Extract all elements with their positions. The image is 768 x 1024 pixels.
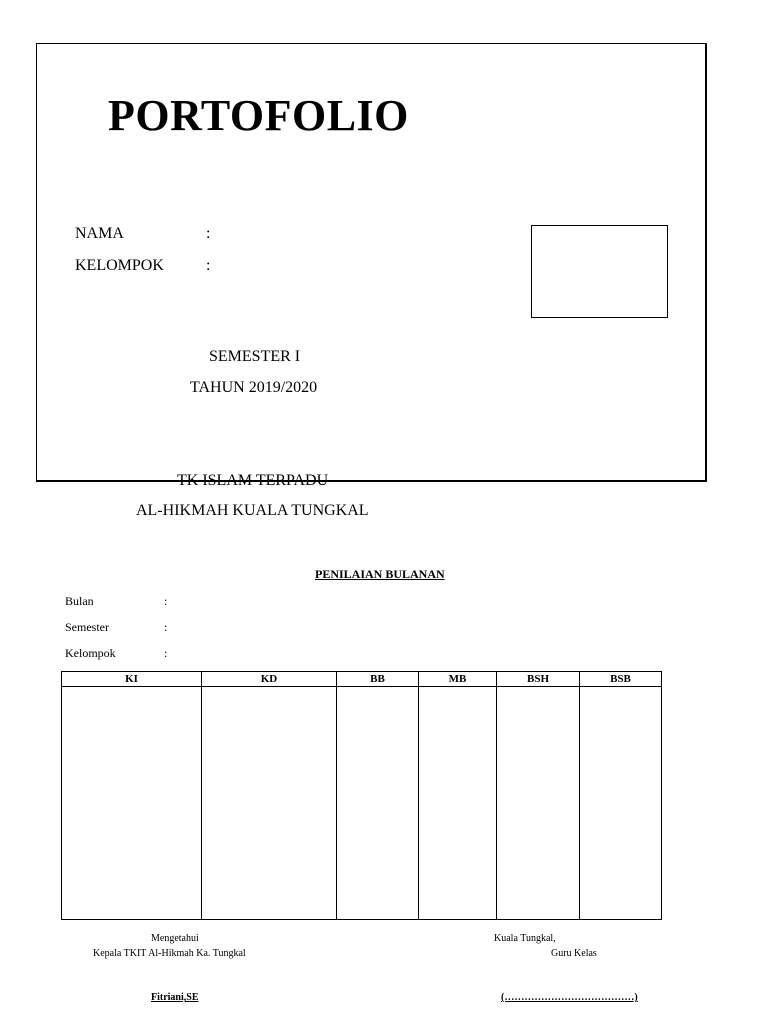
name-label: NAMA (75, 225, 124, 242)
semester-label: Semester (65, 620, 109, 634)
cell-kd (202, 687, 337, 920)
column-header-bsb: BSB (580, 672, 662, 687)
group-separator: : (206, 257, 211, 274)
table-header-row (62, 672, 662, 687)
assessment-table (61, 671, 662, 920)
semester-separator: : (164, 620, 168, 634)
group-field-separator: : (164, 646, 168, 660)
school-name-line1: TK ISLAM TERPADU (177, 472, 329, 489)
year-text: TAHUN 2019/2020 (190, 379, 318, 396)
cell-bsh (497, 687, 580, 920)
group-field-label: Kelompok (65, 646, 116, 660)
column-header-ki: KI (62, 672, 202, 687)
column-header-bb: BB (337, 672, 419, 687)
column-header-mb: MB (419, 672, 497, 687)
teacher-signature-line: (…………………………………) (501, 992, 638, 1003)
school-name-line2: AL-HIKMAH KUALA TUNGKAL (136, 502, 369, 519)
column-header-bsh: BSH (497, 672, 580, 687)
month-separator: : (164, 594, 168, 608)
table-row (62, 687, 662, 920)
month-label: Bulan (65, 594, 94, 608)
assessment-title: PENILAIAN BULANAN (315, 567, 445, 581)
cell-bsb (580, 687, 662, 920)
cell-ki (62, 687, 202, 920)
group-label: KELOMPOK (75, 257, 164, 274)
cell-bb (337, 687, 419, 920)
place-date-label: Kuala Tungkal, (494, 933, 556, 944)
acknowledged-label: Mengetahui (151, 933, 199, 944)
column-header-kd: KD (202, 672, 337, 687)
name-separator: : (206, 225, 211, 242)
photo-placeholder (531, 225, 668, 318)
cover-title: PORTOFOLIO (108, 91, 409, 140)
class-teacher-title: Guru Kelas (551, 948, 597, 959)
principal-title: Kepala TKIT Al-Hikmah Ka. Tungkal (93, 948, 246, 959)
cell-mb (419, 687, 497, 920)
principal-name: Fitriani,SE (151, 992, 199, 1003)
semester-text: SEMESTER I (209, 348, 301, 365)
